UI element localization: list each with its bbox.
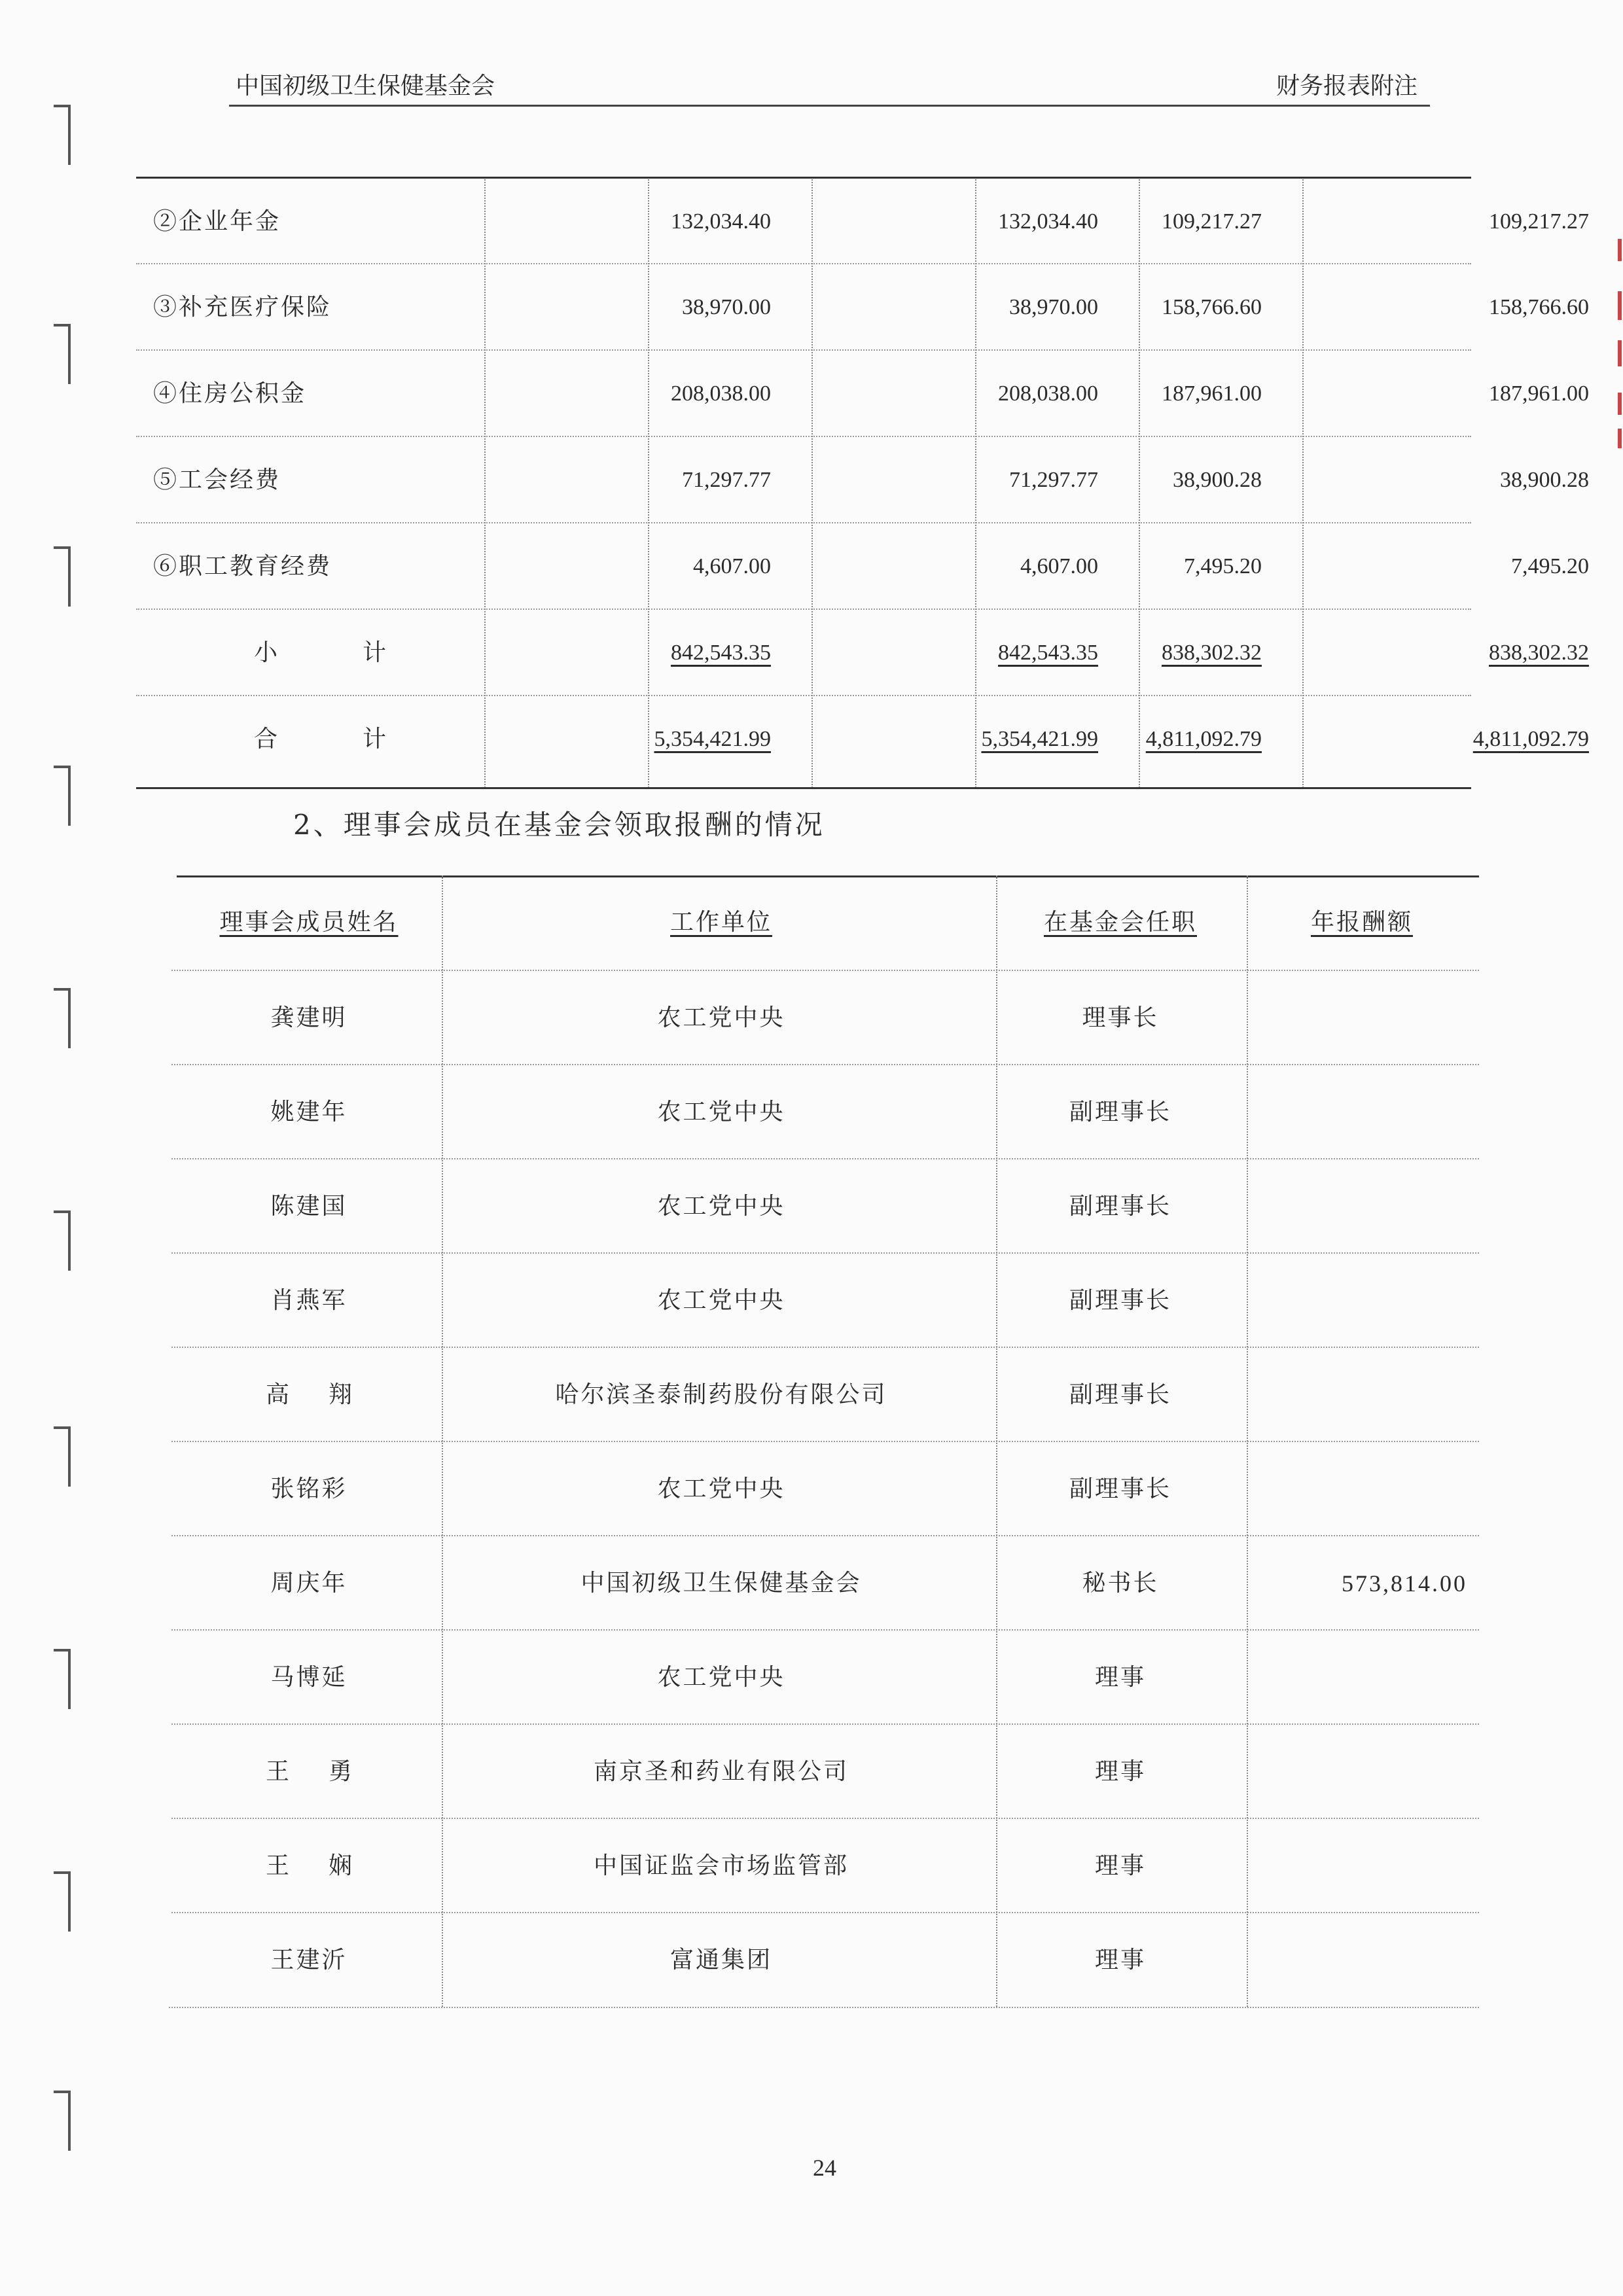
- member-unit: 农工党中央: [657, 1664, 785, 1691]
- table-row: [171, 1723, 1479, 1819]
- amount-cell: 4,607.00: [693, 554, 771, 578]
- amount-cell: 7,495.20: [1184, 554, 1262, 578]
- amount-cell: 132,034.40: [998, 209, 1098, 234]
- amount-cell: 4,811,092.79: [1472, 727, 1589, 751]
- table-row: [171, 1441, 1479, 1536]
- member-name: 马博延: [270, 1664, 348, 1691]
- member-position: 秘书长: [1082, 1570, 1159, 1597]
- header-rule: [229, 105, 1430, 107]
- member-unit: 农工党中央: [657, 1475, 785, 1502]
- amount-cell: 109,217.27: [1162, 209, 1262, 234]
- binding-mark: [54, 1649, 71, 1709]
- amount-cell: 7,495.20: [1511, 554, 1589, 578]
- amount-cell: 4,811,092.79: [1145, 727, 1262, 751]
- table-row: [136, 263, 1589, 351]
- table-row: [171, 1629, 1479, 1725]
- member-pay: [1245, 971, 1479, 1065]
- row-label: ⑥职工教育经费: [153, 553, 332, 580]
- member-pay: [1245, 1631, 1479, 1725]
- amount-cell: 71,297.77: [682, 468, 771, 492]
- member-pay: [1245, 1442, 1479, 1536]
- member-position: 副理事长: [1069, 1381, 1171, 1408]
- table-row: [171, 1912, 1479, 2007]
- table-header-row: [171, 875, 1479, 970]
- edge-mark: [1618, 340, 1622, 366]
- member-unit: 富通集团: [669, 1947, 772, 1973]
- table-bottom-rule: [136, 787, 1471, 789]
- column-header-pay: 年报酬额: [1310, 909, 1413, 936]
- amount-cell: 158,766.60: [1489, 295, 1589, 319]
- edge-mark: [1618, 239, 1622, 261]
- member-pay: [1245, 1254, 1479, 1348]
- doc-title: 财务报表附注: [1276, 73, 1418, 99]
- column-header-name: 理事会成员姓名: [219, 909, 399, 936]
- amount-cell: 38,900.28: [1500, 468, 1589, 492]
- row-label: 合计: [254, 726, 472, 752]
- member-position: 副理事长: [1069, 1193, 1171, 1220]
- member-name: 肖燕军: [270, 1287, 348, 1314]
- amount-cell: 158,766.60: [1162, 295, 1262, 319]
- table-row: [136, 436, 1589, 523]
- column-header-unit: 工作单位: [669, 909, 772, 936]
- column-header-position: 在基金会任职: [1043, 909, 1197, 936]
- binding-mark: [54, 546, 71, 607]
- member-name: 姚建年: [270, 1099, 348, 1125]
- member-name: 高翔: [265, 1381, 391, 1408]
- member-unit: 农工党中央: [657, 1193, 785, 1220]
- table-row: [171, 1158, 1479, 1254]
- section-title: 2、理事会成员在基金会领取报酬的情况: [293, 809, 825, 841]
- amount-cell: 208,038.00: [671, 381, 771, 406]
- member-position: 理事: [1094, 1852, 1146, 1879]
- table-row: [171, 1347, 1479, 1442]
- edge-mark: [1618, 291, 1622, 320]
- member-pay: [1245, 1725, 1479, 1819]
- binding-mark: [54, 988, 71, 1048]
- member-name: 王建沂: [270, 1947, 348, 1973]
- member-unit: 农工党中央: [657, 1287, 785, 1314]
- member-pay: [1245, 1348, 1479, 1442]
- amount-cell: 187,961.00: [1162, 381, 1262, 406]
- table-bottom-rule: [169, 2007, 1479, 2009]
- total-row: [136, 695, 1589, 783]
- row-label: ⑤工会经费: [153, 467, 281, 493]
- amount-cell: 842,543.35: [998, 641, 1098, 665]
- member-name: 王娴: [265, 1852, 391, 1879]
- member-position: 副理事长: [1069, 1099, 1171, 1125]
- amount-cell: 38,970.00: [682, 295, 771, 319]
- member-position: 理事: [1094, 1947, 1146, 1973]
- binding-mark: [54, 105, 71, 165]
- amount-cell: 842,543.35: [671, 641, 771, 665]
- edge-mark: [1618, 429, 1622, 448]
- member-pay: [1245, 1913, 1479, 2007]
- table-row: [136, 177, 1589, 265]
- row-label: ②企业年金: [153, 208, 281, 235]
- binding-mark: [54, 1426, 71, 1487]
- table-row: [171, 1064, 1479, 1159]
- member-name: 张铭彩: [270, 1475, 348, 1502]
- member-name: 龚建明: [270, 1004, 348, 1031]
- member-position: 理事: [1094, 1664, 1146, 1691]
- amount-cell: 38,970.00: [1009, 295, 1098, 319]
- member-unit: 中国初级卫生保健基金会: [580, 1570, 862, 1597]
- table-row: [171, 1535, 1479, 1631]
- row-label: ④住房公积金: [153, 380, 307, 407]
- amount-cell: 132,034.40: [671, 209, 771, 234]
- member-name: 王勇: [265, 1758, 391, 1785]
- member-unit: 中国证监会市场监管部: [593, 1852, 849, 1879]
- member-name: 陈建国: [270, 1193, 348, 1220]
- member-unit: 农工党中央: [657, 1099, 785, 1125]
- table-row: [136, 349, 1589, 437]
- member-pay: [1245, 1065, 1479, 1159]
- table-row: [171, 970, 1479, 1065]
- member-unit: 南京圣和药业有限公司: [593, 1758, 849, 1785]
- member-position: 副理事长: [1069, 1475, 1171, 1502]
- amount-cell: 4,607.00: [1020, 554, 1098, 578]
- member-pay: 573,814.00: [1342, 1570, 1467, 1597]
- binding-mark: [54, 324, 71, 384]
- member-unit: 哈尔滨圣泰制药股份有限公司: [555, 1381, 887, 1408]
- edge-mark: [1618, 393, 1622, 415]
- amount-cell: 838,302.32: [1489, 641, 1589, 665]
- binding-mark: [54, 1210, 71, 1271]
- row-label: 小计: [254, 639, 472, 666]
- amount-cell: 38,900.28: [1173, 468, 1262, 492]
- member-pay: [1245, 1159, 1479, 1254]
- table-row: [136, 522, 1589, 610]
- page-number: 24: [813, 2155, 836, 2181]
- amount-cell: 109,217.27: [1489, 209, 1589, 234]
- table-row: [171, 1252, 1479, 1348]
- member-unit: 农工党中央: [657, 1004, 785, 1031]
- binding-mark: [54, 2091, 71, 2151]
- amount-cell: 187,961.00: [1489, 381, 1589, 406]
- amount-cell: 5,354,421.99: [981, 727, 1098, 751]
- member-pay: [1245, 1819, 1479, 1913]
- member-position: 副理事长: [1069, 1287, 1171, 1314]
- row-label: ③补充医疗保险: [153, 294, 332, 321]
- member-position: 理事长: [1082, 1004, 1159, 1031]
- amount-cell: 838,302.32: [1162, 641, 1262, 665]
- amount-cell: 208,038.00: [998, 381, 1098, 406]
- subtotal-row: [136, 609, 1589, 696]
- org-name: 中国初级卫生保健基金会: [236, 73, 495, 99]
- table-row: [171, 1818, 1479, 1913]
- member-name: 周庆年: [270, 1570, 348, 1597]
- amount-cell: 5,354,421.99: [654, 727, 771, 751]
- member-position: 理事: [1094, 1758, 1146, 1785]
- binding-mark: [54, 766, 71, 826]
- amount-cell: 71,297.77: [1009, 468, 1098, 492]
- binding-mark: [54, 1871, 71, 1932]
